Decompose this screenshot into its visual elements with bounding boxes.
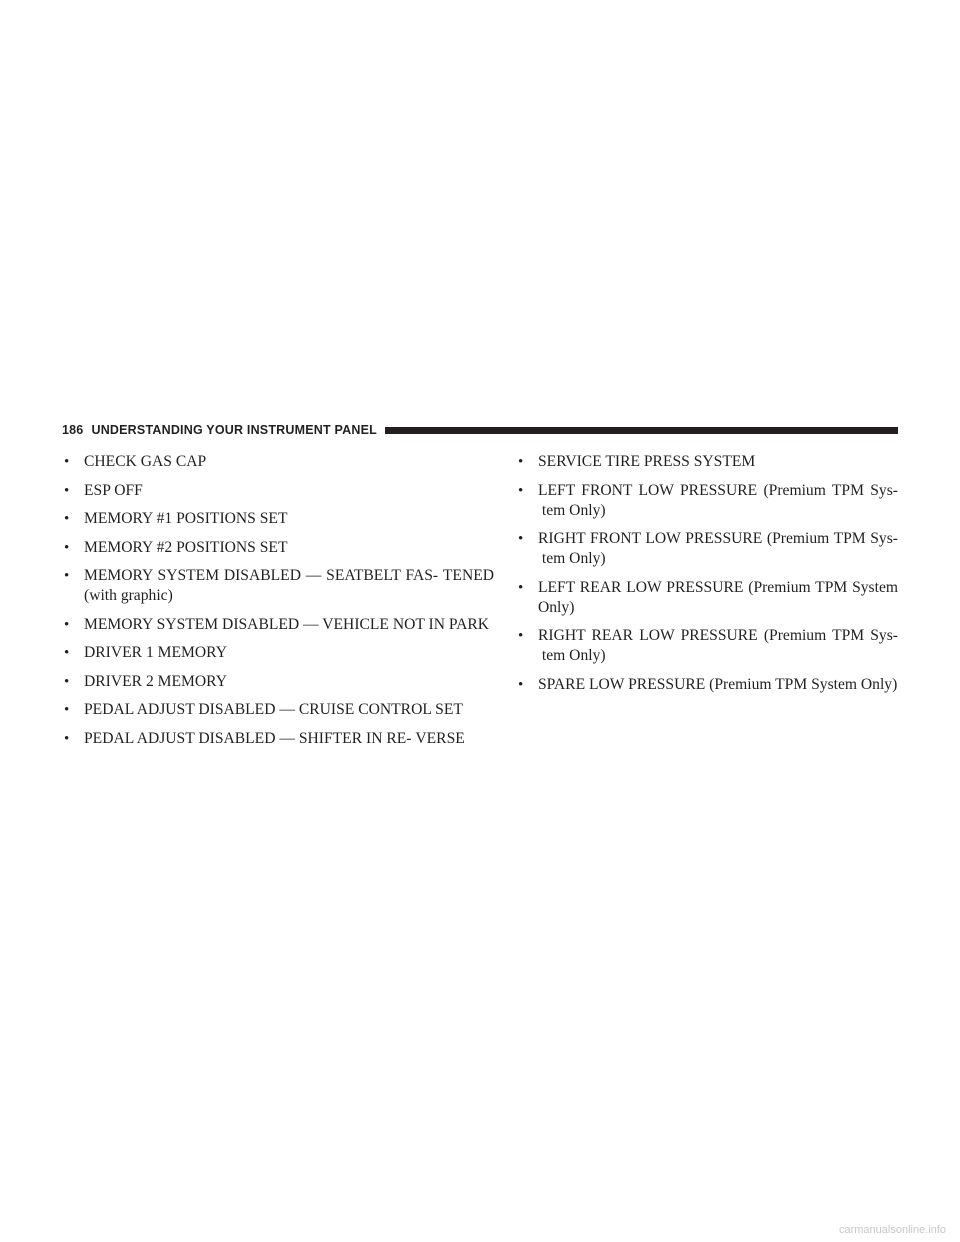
bullet-icon: • bbox=[518, 454, 524, 470]
list-item: • LEFT FRONT LOW PRESSURE (Premium TPM Sys- tem Only) bbox=[518, 481, 898, 519]
list-item: • SPARE LOW PRESSURE (Premium TPM System Only) bbox=[518, 675, 898, 693]
list-item: • DRIVER 1 MEMORY bbox=[64, 644, 227, 661]
footer-watermark: carmanualsonline.info bbox=[838, 1224, 946, 1236]
bullet-icon: • bbox=[518, 579, 524, 596]
list-item: • MEMORY SYSTEM DISABLED — SEATBELT FAS- TENED (with graphic) bbox=[64, 567, 494, 604]
bullet-icon: • bbox=[518, 531, 524, 547]
bullet-icon: • bbox=[64, 539, 70, 556]
bullet-icon: • bbox=[64, 702, 70, 718]
bullet-icon: • bbox=[64, 673, 70, 690]
bullet-icon: • bbox=[64, 616, 70, 633]
list-item: • MEMORY #2 POSITIONS SET bbox=[64, 538, 288, 556]
bullet-icon: • bbox=[64, 730, 70, 747]
list-item: • RIGHT FRONT LOW PRESSURE (Premium TPM Sys- tem Only) bbox=[518, 530, 898, 567]
page-header bbox=[62, 421, 898, 439]
bullet-icon: • bbox=[518, 628, 524, 644]
header-rule bbox=[385, 427, 898, 434]
bullet-icon: • bbox=[64, 454, 70, 470]
list-item: • PEDAL ADJUST DISABLED — CRUISE CONTROL SET bbox=[64, 701, 463, 718]
bullet-icon: • bbox=[64, 511, 70, 527]
list-item: • MEMORY SYSTEM DISABLED — VEHICLE NOT IN PARK bbox=[64, 615, 490, 633]
list-item: • DRIVER 2 MEMORY bbox=[64, 672, 227, 690]
list-item: • MEMORY #1 POSITIONS SET bbox=[64, 510, 288, 527]
section-title: UNDERSTANDING YOUR INSTRUMENT PANEL bbox=[91, 423, 377, 437]
list-item: • PEDAL ADJUST DISABLED — SHIFTER IN RE- VERSE bbox=[64, 729, 465, 747]
page-number: 186 bbox=[62, 423, 84, 437]
right-column-list bbox=[516, 452, 898, 703]
list-item: • SERVICE TIRE PRESS SYSTEM bbox=[518, 453, 756, 470]
bullet-icon: • bbox=[518, 676, 524, 693]
bullet-icon: • bbox=[64, 482, 70, 499]
bullet-icon: • bbox=[64, 568, 70, 584]
list-item: • LEFT REAR LOW PRESSURE (Premium TPM System Only) bbox=[518, 578, 898, 616]
left-column-list bbox=[62, 452, 494, 757]
list-item: • ESP OFF bbox=[64, 481, 143, 499]
bullet-icon: • bbox=[518, 482, 524, 499]
list-item: • CHECK GAS CAP bbox=[64, 453, 207, 470]
bullet-icon: • bbox=[64, 645, 70, 661]
list-item: • RIGHT REAR LOW PRESSURE (Premium TPM Sys- tem Only) bbox=[518, 627, 898, 664]
